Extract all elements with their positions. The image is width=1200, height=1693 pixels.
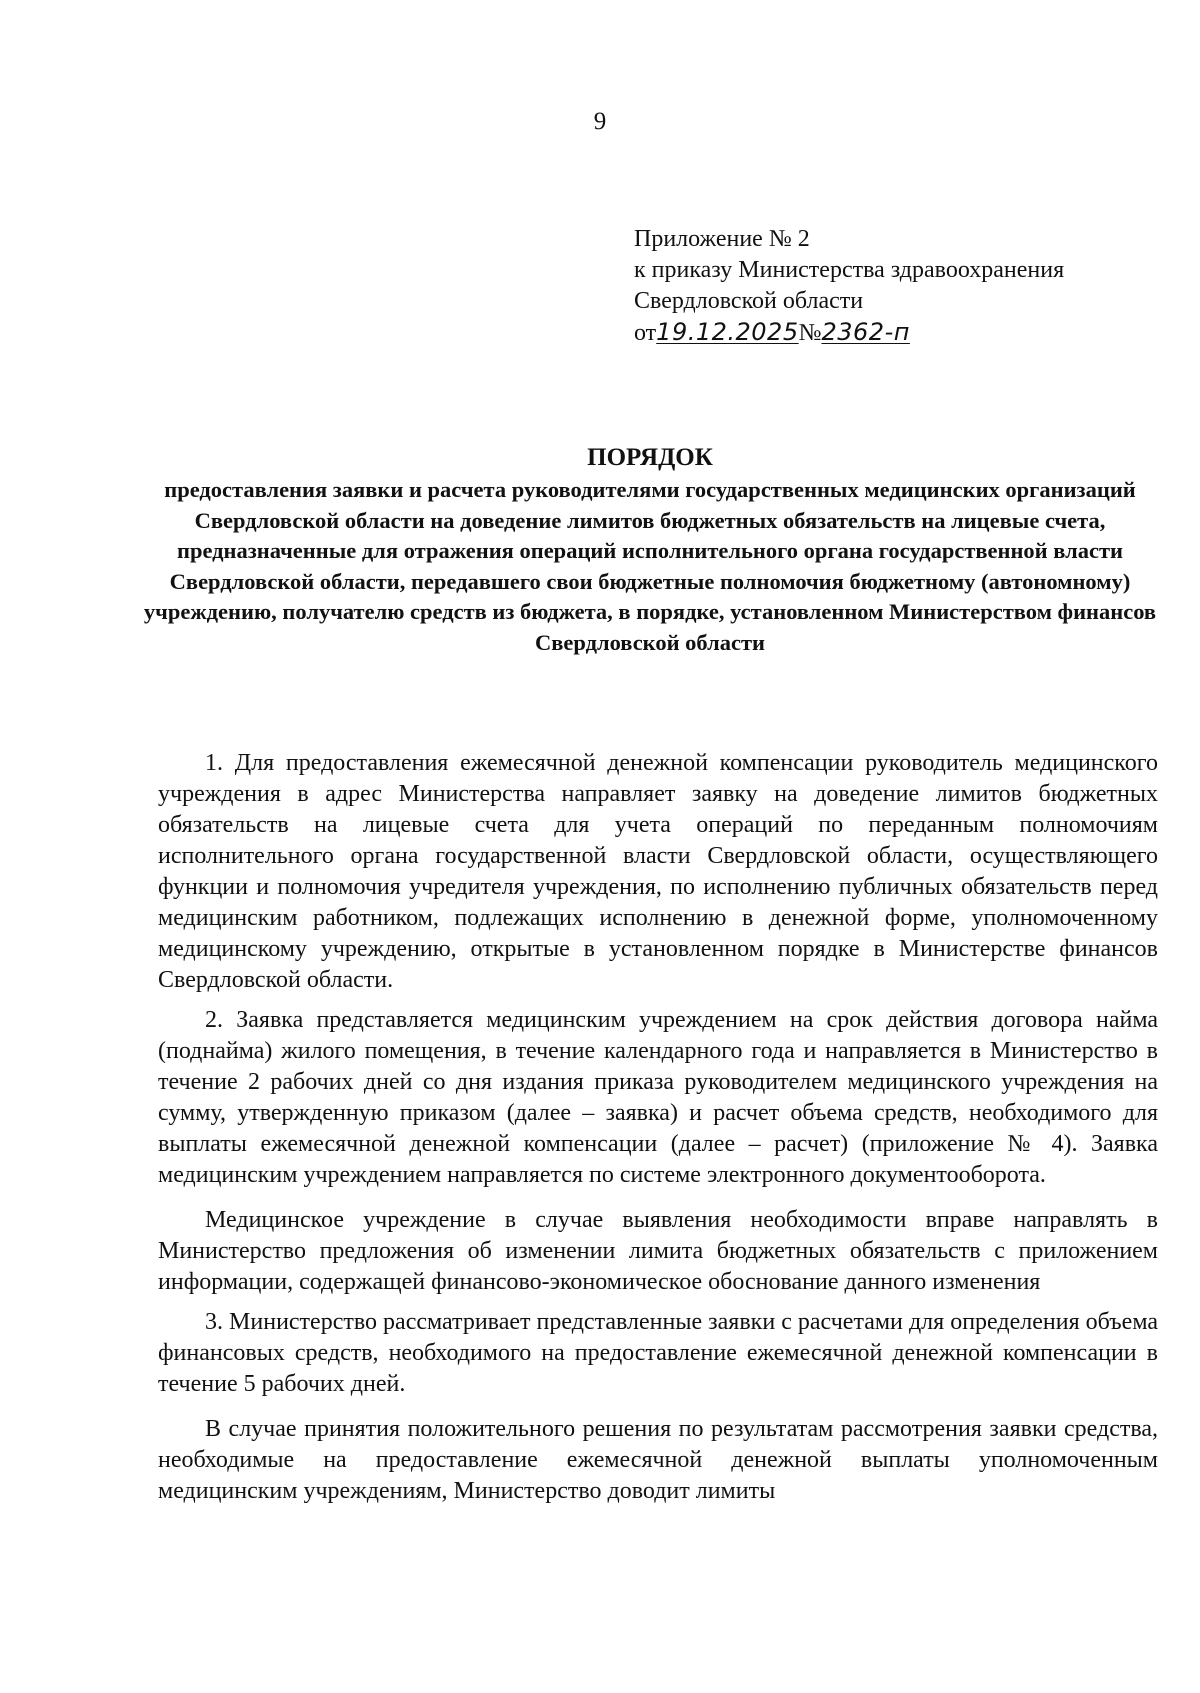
appendix-line-1: Приложение № 2 [634,226,810,252]
document-body [158,748,1158,1507]
date-prefix: от [634,320,657,346]
appendix-line-3: Свердловской области [634,288,864,314]
paragraph-3: 3. Министерство рассматривает представленные заявки с расчетами для определения объема финансовых средств, необходимого на предоставление ежемесячной денежной компенсации в течение 5 рабочих дней. [158,1309,1158,1397]
number-sign: № [798,320,822,346]
paragraph-2: 2. Заявка представляется медицинским учреждением на срок действия договора найма (поднайма) жилого помещения, в течение календарного года и направляется в Министерство в течение 2 рабочих дней со дня издания приказа руководителем медицинского учреждения на сумму, утвержденную приказом (далее – заявка) и расчет объема средств, необходимого для выплаты ежемесячной денежной компенсации (далее – расчет) (приложение № 4). Заявка медицинским учреждением направляется по системе электронного документооборота. [158,1007,1158,1188]
handwritten-date: 19.12.2025 [656,318,799,346]
document-title: ПОРЯДОК [587,444,713,471]
document-title-block [140,441,1160,658]
document-subtitle: предоставления заявки и расчета руководителями государственных медицинских организаций Свердловской области на доведение лимитов бюджетных обязательств на лицевые счета, предназначенные для отражения операций исполнительного органа государственной власти Свердловской области, передавшего свои бюджетные полномочия бюджетному (автономному) учреждению, получателю средств из бюджета, в порядке, установленном Министерством финансов Свердловской области [143,477,1157,655]
appendix-date-line [634,317,1064,349]
appendix-header [634,224,1064,349]
handwritten-order-number: 2362-п [821,318,910,346]
paragraph-2-continuation: Медицинское учреждение в случае выявления необходимости вправе направлять в Министерство предложения об изменении лимита бюджетных обязательств с приложением информации, содержащей финансово-экономическое обоснование данного изменения [158,1207,1158,1295]
appendix-line-2: к приказу Министерства здравоохранения [634,257,1065,283]
paragraph-3-continuation: В случае принятия положительного решения по результатам рассмотрения заявки средства, необходимые на предоставление ежемесячной денежной выплаты уполномоченным медицинским учреждениям, Министерство доводит лимиты [158,1416,1158,1504]
page-number: 9 [593,108,607,135]
paragraph-1: 1. Для предоставления ежемесячной денежной компенсации руководитель медицинского учреждения в адрес Министерства направляет заявку на доведение лимитов бюджетных обязательств на лицевые счета для учета операций по переданным полномочиям исполнительного органа государственной власти Свердловской области, осуществляющего функции и полномочия учредителя учреждения, по исполнению публичных обязательств перед медицинским работником, подлежащих исполнению в денежной форме, уполномоченному медицинскому учреждению, открытые в установленном порядке в Министерстве финансов Свердловской области. [158,750,1158,993]
